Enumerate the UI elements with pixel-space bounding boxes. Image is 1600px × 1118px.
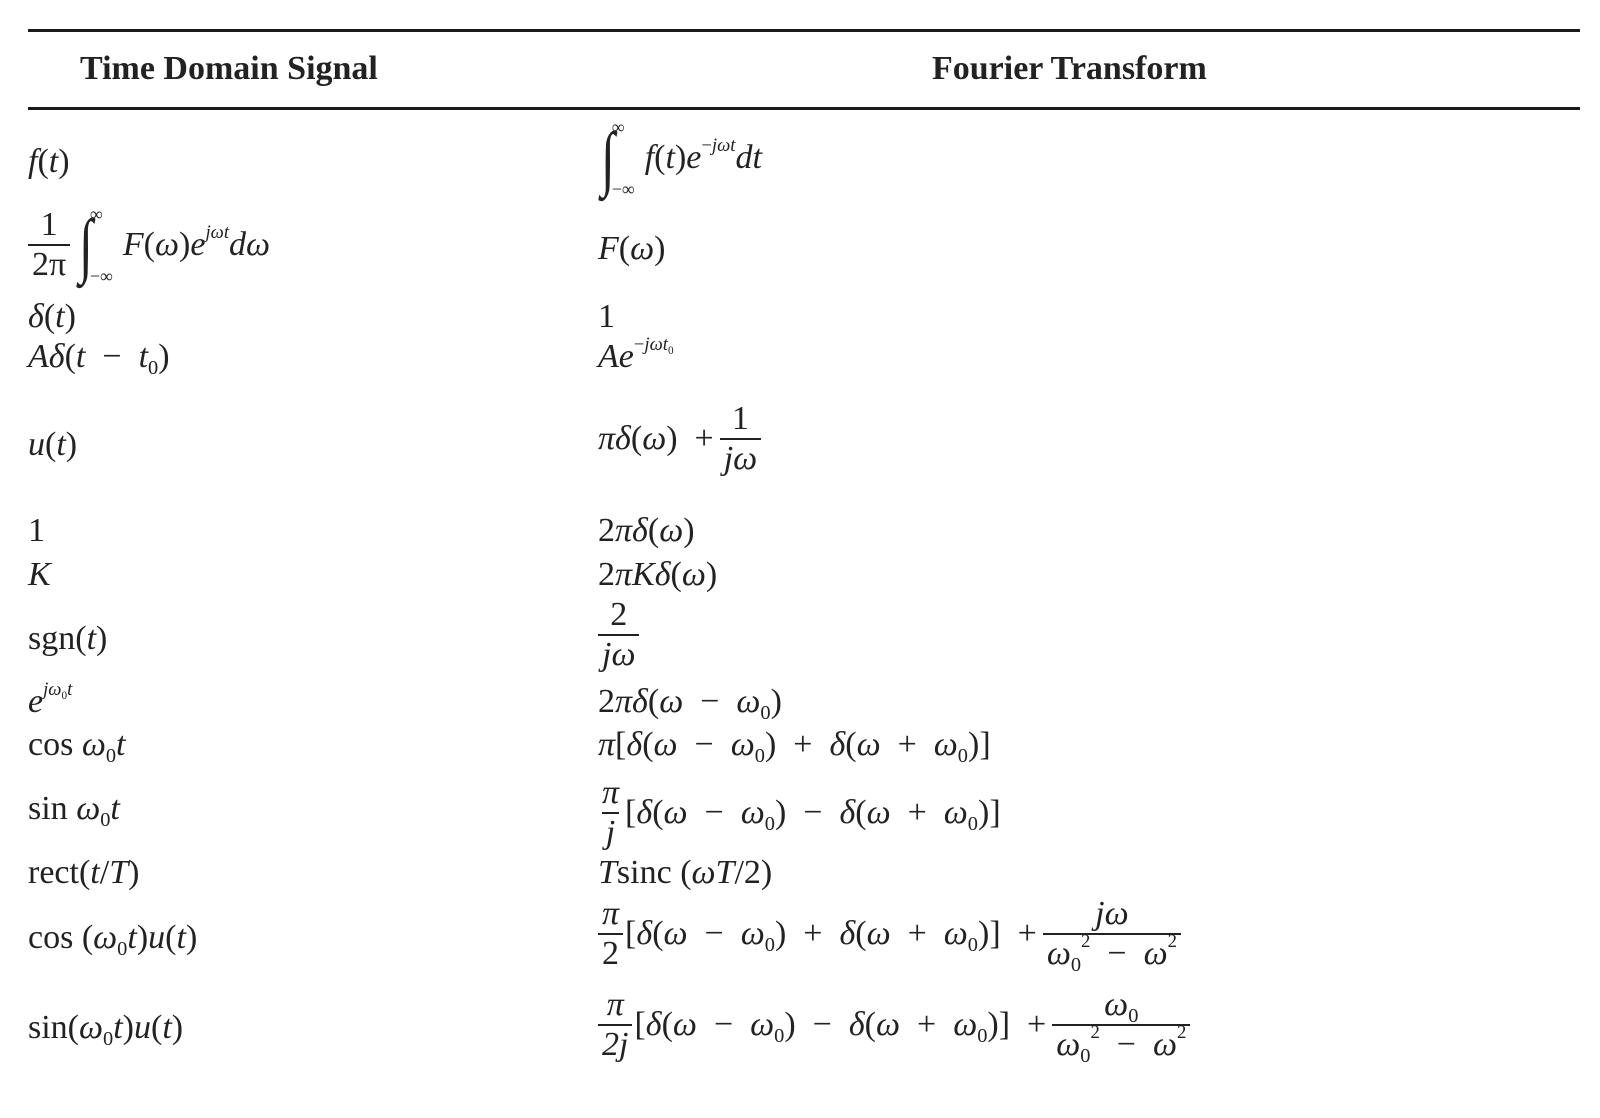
freq-cell-causal-sin-transform: $\frac{\pi}{2j}$ $[\delta(\omega - \omega_0) - \delta(\omega + \omega_0)]$ + $\frac{\omega_0}{\omega_0^2 - \omega^2}$ [598, 988, 1196, 1062]
time-cell-sin: $\sin \omega_0t$ [28, 790, 120, 832]
time-cell-rect: rect(t/T) [28, 854, 140, 891]
freq-cell-2piK-delta: 2πKδ(ω) [598, 556, 718, 593]
freq-cell-cos-transform: $\pi[\delta(\omega - \omega_0) + \delta(\omega + \omega_0)]$ [598, 726, 991, 768]
time-cell-delta: δ(t) [28, 298, 76, 335]
column-header-time-domain: Time Domain Signal [80, 50, 378, 87]
integral-sign: ∫ ∞ −∞ [79, 204, 113, 286]
time-cell-causal-cos: $\cos (\omega_0t)u(t)$ [28, 919, 198, 961]
freq-cell-sinc: Tsinc (ωT/2) [598, 854, 773, 891]
time-cell-ft [28, 145, 70, 179]
freq-cell-shifted-delta: $2\pi\delta(\omega - \omega_0)$ [598, 683, 782, 725]
time-cell-unit-step: u(t) [28, 426, 78, 463]
formula-f-t: f(t) [28, 143, 70, 180]
freq-cell-sgn-transform: $\frac{2}{j\omega}$ [598, 598, 645, 672]
time-cell-shifted-delta: $A\delta(t - t_0)$ [28, 338, 170, 380]
freq-cell-causal-cos-transform: $\frac{\pi}{2}$ $[\delta(\omega - \omega_0) + \delta(\omega + \omega_0)]$ + $\frac{j\omega}{\omega_0^2 - \omega^2}$ [598, 897, 1187, 971]
freq-cell-one: 1 [598, 298, 615, 335]
time-cell-sgn: sgn(t) [28, 620, 108, 657]
time-cell-constant-one: 1 [28, 512, 45, 549]
time-cell-inverse-transform: $\frac{1}{2\pi}$ ∫ ∞ −∞ $F(\omega)e^{j\omega t}d\omega$ [28, 205, 270, 285]
column-header-fourier-transform: Fourier Transform [932, 50, 1207, 87]
time-cell-complex-exp: $e^{j\omega_0t}$ [28, 679, 73, 720]
freq-cell-fourier-integral: ∫ ∞ −∞ $f(t)e^{-j\omega t}dt$ [598, 118, 762, 198]
integral-sign: ∫ ∞ −∞ [600, 117, 635, 199]
freq-cell-step-transform: πδ(ω) + $\frac{1}{j\omega}$ [598, 402, 767, 476]
table-header-rule [28, 107, 1580, 110]
freq-cell-phase-shift: $Ae^{-j\omega t_0}$ [598, 334, 674, 375]
time-cell-cos: $\cos \omega_0t$ [28, 726, 126, 768]
time-cell-K: K [28, 556, 51, 593]
freq-cell-2pi-delta: 2πδ(ω) [598, 512, 695, 549]
time-cell-causal-sin: $\sin(\omega_0t)u(t)$ [28, 1009, 184, 1051]
freq-cell-sin-transform: $\frac{\pi}{j}$ $[\delta(\omega - \omega_0) - \delta(\omega + \omega_0)]$ [602, 774, 1001, 851]
table-top-rule [28, 29, 1580, 32]
freq-cell-F-omega: F(ω) [598, 230, 666, 267]
